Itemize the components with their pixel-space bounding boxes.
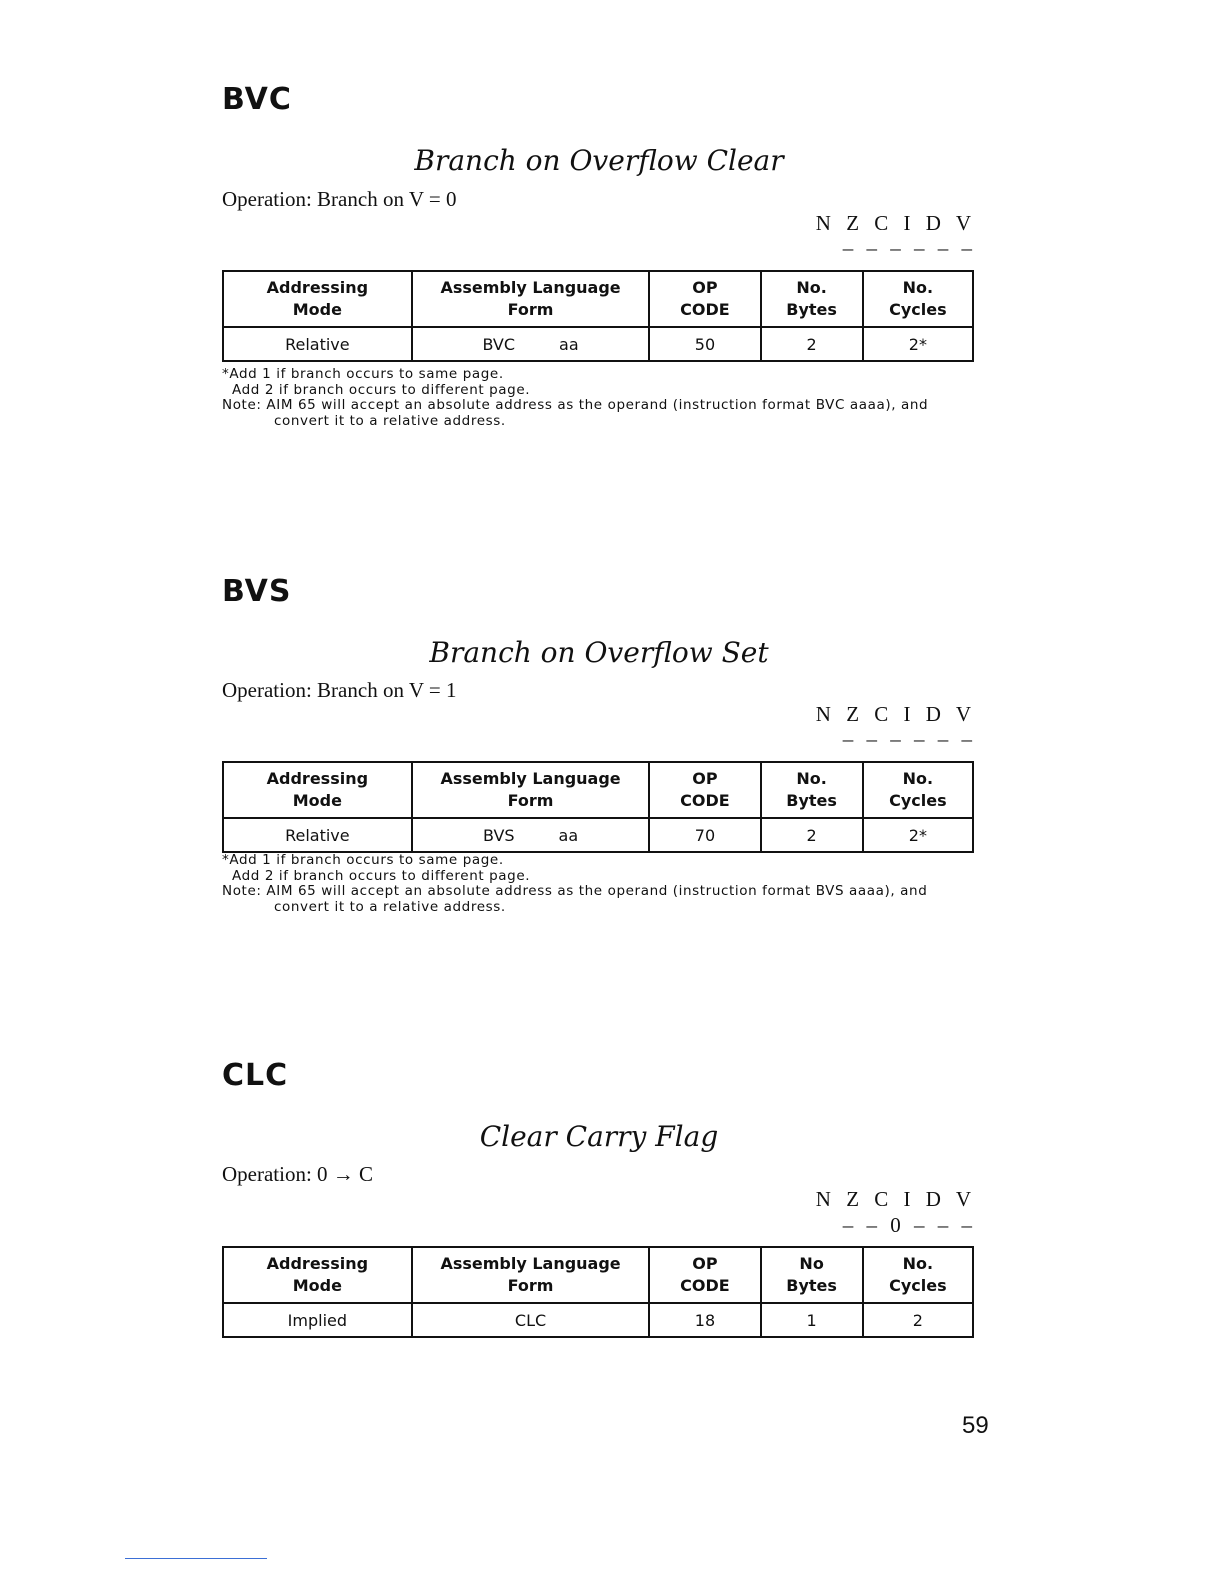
- flag-names: N Z C I D V: [815, 1187, 976, 1211]
- cell-bytes: 2: [761, 818, 863, 852]
- header-cycles: No. Cycles: [863, 762, 973, 818]
- footnotes: [222, 367, 976, 429]
- table-header-row: [223, 271, 973, 327]
- opcode-table: [222, 1246, 974, 1338]
- header-addressing-mode: Addressing Mode: [223, 271, 412, 327]
- cell-opcode: 70: [649, 818, 760, 852]
- table-header-row: [223, 762, 973, 818]
- page-number: 59: [962, 1412, 989, 1439]
- header-assembly-form: Assembly Language Form: [412, 271, 650, 327]
- footnotes: [222, 853, 976, 915]
- mnemonic-heading: BVC: [222, 82, 292, 117]
- header-cycles: No. Cycles: [863, 1247, 973, 1303]
- cell-bytes: 2: [761, 327, 863, 361]
- header-bytes: No. Bytes: [761, 271, 863, 327]
- opcode-table: [222, 270, 974, 362]
- operation-text: Operation: 0 → C: [222, 1162, 374, 1186]
- cell-opcode: 50: [649, 327, 760, 361]
- footnote-line: Note: AIM 65 will accept an absolute address as the operand (instruction format BVC aaaa), and: [222, 397, 929, 413]
- header-bytes: No. Bytes: [761, 762, 863, 818]
- cell-form: CLC: [412, 1303, 650, 1337]
- table-row: [223, 1303, 973, 1337]
- cell-mode: Relative: [223, 818, 412, 852]
- header-cycles: No. Cycles: [863, 271, 973, 327]
- cell-cycles: 2: [863, 1303, 973, 1337]
- flag-names: N Z C I D V: [815, 702, 976, 726]
- cell-form: BVC aa: [412, 327, 650, 361]
- footnote-line: Add 2 if branch occurs to different page.: [232, 381, 531, 398]
- cell-cycles: 2*: [863, 818, 973, 852]
- footnote-line: Add 2 if branch occurs to different page.: [232, 867, 531, 884]
- header-addressing-mode: Addressing Mode: [223, 1247, 412, 1303]
- table-header-row: [223, 1247, 973, 1303]
- instruction-title: Branch on Overflow Set: [429, 636, 769, 669]
- flag-values: – – – – – –: [842, 236, 976, 260]
- cell-cycles: 2*: [863, 327, 973, 361]
- opcode-table: [222, 761, 974, 853]
- header-bytes: No Bytes: [761, 1247, 863, 1303]
- cell-mode: Relative: [223, 327, 412, 361]
- cell-form: BVS aa: [412, 818, 650, 852]
- header-opcode: OP CODE: [649, 762, 760, 818]
- footnote-line: *Add 1 if branch occurs to same page.: [222, 852, 504, 868]
- footnote-line: convert it to a relative address.: [274, 898, 506, 915]
- footer-rule: [125, 1558, 267, 1559]
- cell-mode: Implied: [223, 1303, 412, 1337]
- instruction-section-clc: [222, 1058, 976, 1348]
- header-opcode: OP CODE: [649, 1247, 760, 1303]
- header-opcode: OP CODE: [649, 271, 760, 327]
- header-addressing-mode: Addressing Mode: [223, 762, 412, 818]
- instruction-title: Branch on Overflow Clear: [414, 144, 784, 177]
- footnote-line: convert it to a relative address.: [274, 412, 506, 429]
- instruction-section-bvs: [222, 574, 976, 934]
- mnemonic-heading: CLC: [222, 1058, 289, 1093]
- footnote-line: Note: AIM 65 will accept an absolute address as the operand (instruction format BVS aaaa), and: [222, 883, 928, 899]
- cell-opcode: 18: [649, 1303, 760, 1337]
- mnemonic-heading: BVS: [222, 574, 292, 609]
- header-assembly-form: Assembly Language Form: [412, 762, 650, 818]
- cell-bytes: 1: [761, 1303, 863, 1337]
- instruction-section-bvc: [222, 82, 976, 442]
- operation-text: Operation: Branch on V = 1: [222, 678, 457, 702]
- instruction-title: Clear Carry Flag: [479, 1120, 719, 1153]
- flag-values: – – – – – –: [842, 727, 976, 751]
- operation-text: Operation: Branch on V = 0: [222, 187, 457, 211]
- table-row: [223, 327, 973, 361]
- header-assembly-form: Assembly Language Form: [412, 1247, 650, 1303]
- flag-names: N Z C I D V: [815, 211, 976, 235]
- table-row: [223, 818, 973, 852]
- flag-values: – – 0 – – –: [842, 1213, 976, 1237]
- footnote-line: *Add 1 if branch occurs to same page.: [222, 366, 504, 382]
